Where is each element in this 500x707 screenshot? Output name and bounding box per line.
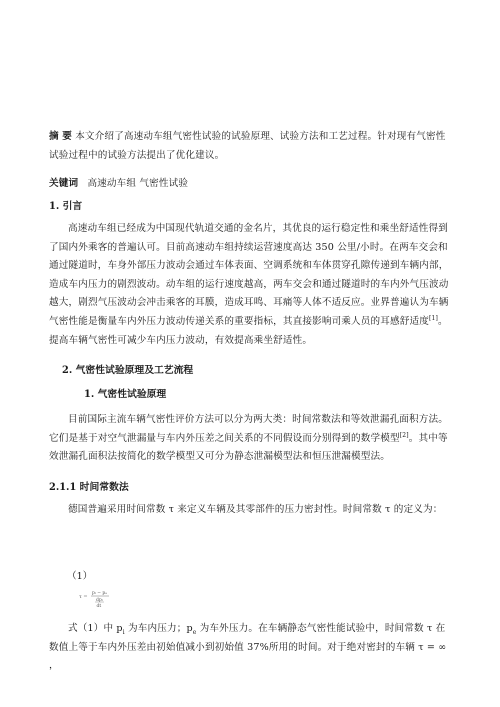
section2-p1-ref: [2] [399,431,409,439]
section1-p1-ref: [1] [429,314,438,322]
section2-paragraph3 [49,620,454,676]
formula-number: （1） [67,571,93,582]
section2-p3-sub-i: i [122,628,125,636]
section2-p3-end: 为车外压力。在车辆静态气密性能试验中，时间常数 τ 在数值上等于车内外压差由初始值减小到初始值 37%所用的时间。对于绝对密封的车辆 τ = ∞ ， [49,623,447,672]
formula-image [79,588,121,612]
section2-p3-text: 式（1）中 p [68,623,123,634]
svg-text:τ =: τ = [79,594,88,600]
abstract-text: 本文介绍了高速动车组气密性试验的试验原理、试验方法和工艺过程。针对现有气密性试验过程中的试验方法提出了优化建议。 [49,131,446,161]
section2-p1-end: 。其中等效泄漏孔面积法按简化的数学模型又可分为静态泄漏模型法和恒压泄漏模型法。 [49,432,448,463]
svg-text:pᵢ − pₑ: pᵢ − pₑ [92,591,108,596]
section2-p1-text: 目前国际主流车辆气密性评价方法可以分为两大类：时间常数法和等效泄漏孔面积方法。它们是基于对空气泄漏量与车内外压差之间关系的不同假设而分别得到的数学模型 [49,414,449,444]
section1-paragraph [49,220,454,350]
abstract-paragraph [49,128,454,165]
section1-heading: 1. 引言 [49,201,83,212]
keywords-text: 高速动车组 气密性试验 [87,178,189,189]
section2-paragraph2: 德国普遍采用时间常数 τ 来定义车辆及其零部件的压力密封性。时间常数 τ 的定义为： [68,504,443,515]
section2-paragraph1 [49,411,454,467]
formula-graphic [79,588,121,610]
section2-p3-mid: 为车内压力；p [124,623,193,634]
svg-text:dt: dt [96,604,102,609]
keywords-label: 关键词 [49,178,79,189]
section2-heading: 2. 气密性试验原理及工艺流程 [62,365,194,376]
abstract-label: 摘 要 [49,131,72,142]
svg-text:dpᵢ: dpᵢ [96,598,103,603]
keywords-line [49,175,454,194]
section1-p1-end: 。提高车辆气密性可减少车内压力波动，有效提高乘坐舒适性。 [49,315,448,346]
section2-sub1-heading: 1. 气密性试验原理 [84,389,167,400]
section2-sub2-heading: 2.1.1 时间常数法 [49,482,129,493]
section1-p1-text: 高速动车组已经成为中国现代轨道交通的金名片，其优良的运行稳定性和乘坐舒适性得到了国内外乘客的普遍认可。目前高速动车组持续运营速度高达 350 公里/小时。在两车交会和通过隧道时，车身外部压力波动会通过车体表面、空调系统和车体贯穿孔隙传递到车辆内部，造成车内压力的剧烈波动。动车组的运行速度越高，两车交会和通过隧道时的车内外气压波动越大，剧烈气压波动会冲击乘客的耳膜，造成耳鸣、耳痛等人体不适反应。业界普遍认为车辆气密性能是衡量车内外压力波动传递关系的重要指标，其直接影响司乘人员的耳感舒适度 [49,223,449,327]
section2-p3-sub-e: e [192,628,197,636]
